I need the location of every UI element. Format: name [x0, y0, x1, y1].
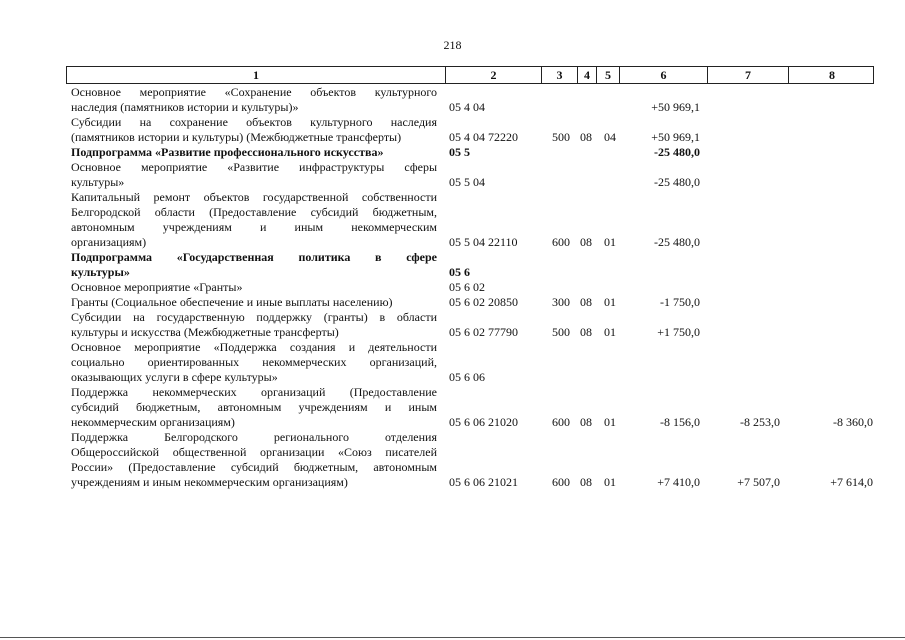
header-col-4: 4: [578, 67, 597, 83]
row-code: 05 4 04 72220: [449, 130, 518, 144]
description-line: субсидий бюджетным, автономным учреждениям и иным: [71, 400, 437, 414]
description-line: наследия (памятников истории и культуры)»: [71, 100, 299, 114]
description-line: Субсидии на государственную поддержку (гранты) в области: [71, 310, 437, 324]
row-col-4: 08: [580, 415, 592, 429]
table-row: [0, 280, 905, 295]
row-col-5: 01: [604, 325, 616, 339]
table-row: [0, 115, 905, 145]
row-description: [71, 250, 437, 280]
table-row: [0, 385, 905, 430]
row-col-4: 08: [580, 235, 592, 249]
row-col-6: +7 410,0: [657, 475, 700, 489]
header-col-8: 8: [829, 68, 835, 82]
description-line: организациям): [71, 235, 147, 249]
table-body: [0, 85, 905, 490]
row-col-3: 300: [552, 295, 570, 309]
description-line: Основное мероприятие «Развитие инфраструктуры сферы: [71, 160, 437, 174]
row-code: 05 6 02: [449, 280, 485, 294]
row-description: [71, 310, 437, 340]
row-col-6: -25 480,0: [654, 145, 700, 159]
row-col-6: +1 750,0: [657, 325, 700, 339]
row-col-4: 08: [580, 475, 592, 489]
row-description: [71, 340, 437, 385]
table-row: [0, 190, 905, 250]
description-line: Капитальный ремонт объектов государственной собственности: [71, 190, 437, 204]
description-line: Основное мероприятие «Сохранение объектов культурного: [71, 85, 437, 99]
description-line: Подпрограмма «Государственная политика в сфере: [71, 250, 437, 264]
row-col-6: +50 969,1: [651, 100, 700, 114]
row-code: 05 6 06 21021: [449, 475, 518, 489]
description-line: оказывающих услуги в сфере культуры»: [71, 370, 278, 384]
description-line: Поддержка некоммерческих организаций (Предоставление: [71, 385, 437, 399]
row-description: [71, 145, 437, 160]
row-code: 05 6 02 77790: [449, 325, 518, 339]
description-line: некоммерческим организациям): [71, 415, 235, 429]
description-line: культуры»: [71, 175, 125, 189]
table-row: [0, 430, 905, 490]
description-line: культуры»: [71, 265, 130, 279]
description-line: культуры и искусства (Межбюджетные трансферты): [71, 325, 339, 339]
row-col-5: 01: [604, 235, 616, 249]
row-description: [71, 190, 437, 250]
row-col-4: 08: [580, 130, 592, 144]
row-col-6: -1 750,0: [660, 295, 700, 309]
table-row: [0, 310, 905, 340]
row-col-7: +7 507,0: [737, 475, 780, 489]
row-col-6: -25 480,0: [654, 175, 700, 189]
row-col-3: 500: [552, 325, 570, 339]
description-line: социально ориентированных некоммерческих организаций,: [71, 355, 437, 369]
row-description: [71, 85, 437, 115]
row-code: 05 5 04: [449, 175, 485, 189]
page-bottom-rule: [0, 637, 905, 638]
description-line: учреждениям и иным некоммерческим организациям): [71, 475, 348, 489]
row-description: [71, 115, 437, 145]
page-number: 218: [443, 38, 462, 52]
row-col-8: +7 614,0: [830, 475, 873, 489]
row-code: 05 4 04: [449, 100, 485, 114]
description-line: Гранты (Социальное обеспечение и иные выплаты населению): [71, 295, 393, 309]
row-code: 05 6: [449, 265, 470, 279]
row-col-6: -8 156,0: [660, 415, 700, 429]
row-description: [71, 385, 437, 430]
table-row: [0, 250, 905, 280]
row-col-3: 500: [552, 130, 570, 144]
header-col-2: 2: [446, 67, 542, 83]
row-col-6: -25 480,0: [654, 235, 700, 249]
table-row: [0, 295, 905, 310]
row-col-8: -8 360,0: [833, 415, 873, 429]
row-description: [71, 160, 437, 190]
header-col-5: 5: [597, 67, 620, 83]
table-row: [0, 160, 905, 190]
description-line: Субсидии на сохранение объектов культурного наследия: [71, 115, 437, 129]
row-col-5: 04: [604, 130, 616, 144]
row-col-4: 08: [580, 295, 592, 309]
row-description: [71, 280, 437, 295]
row-col-5: 01: [604, 295, 616, 309]
table-row: [0, 340, 905, 385]
table-header: [66, 66, 874, 84]
row-col-3: 600: [552, 415, 570, 429]
header-col-1: 1: [67, 67, 446, 83]
row-col-3: 600: [552, 475, 570, 489]
row-col-3: 600: [552, 235, 570, 249]
row-col-4: 08: [580, 325, 592, 339]
description-line: (памятников истории и культуры) (Межбюджетные трансферты): [71, 130, 402, 144]
row-col-6: +50 969,1: [651, 130, 700, 144]
description-line: Белгородской области (Предоставление субсидий бюджетным,: [71, 205, 437, 219]
row-col-7: -8 253,0: [740, 415, 780, 429]
description-line: автономным учреждениям и иным некоммерческим: [71, 220, 437, 234]
header-col-7: 7: [708, 67, 789, 83]
description-line: Основное мероприятие «Поддержка создания и деятельности: [71, 340, 437, 354]
table-row: [0, 145, 905, 160]
description-line: Основное мероприятие «Гранты»: [71, 280, 243, 294]
description-line: Общероссийской общественной организации «Союз писателей: [71, 445, 437, 459]
row-code: 05 6 06: [449, 370, 485, 384]
header-col-6: 6: [620, 67, 708, 83]
row-col-5: 01: [604, 475, 616, 489]
header-col-3: 3: [542, 67, 578, 83]
table-row: [0, 85, 905, 115]
row-code: 05 6 02 20850: [449, 295, 518, 309]
row-code: 05 5 04 22110: [449, 235, 518, 249]
description-line: Подпрограмма «Развитие профессионального искусства»: [71, 145, 384, 159]
row-description: [71, 295, 437, 310]
row-col-5: 01: [604, 415, 616, 429]
description-line: России» (Предоставление субсидий бюджетным, автономным: [71, 460, 437, 474]
description-line: Поддержка Белгородского регионального отделения: [71, 430, 437, 444]
row-code: 05 5: [449, 145, 470, 159]
row-description: [71, 430, 437, 490]
row-code: 05 6 06 21020: [449, 415, 518, 429]
